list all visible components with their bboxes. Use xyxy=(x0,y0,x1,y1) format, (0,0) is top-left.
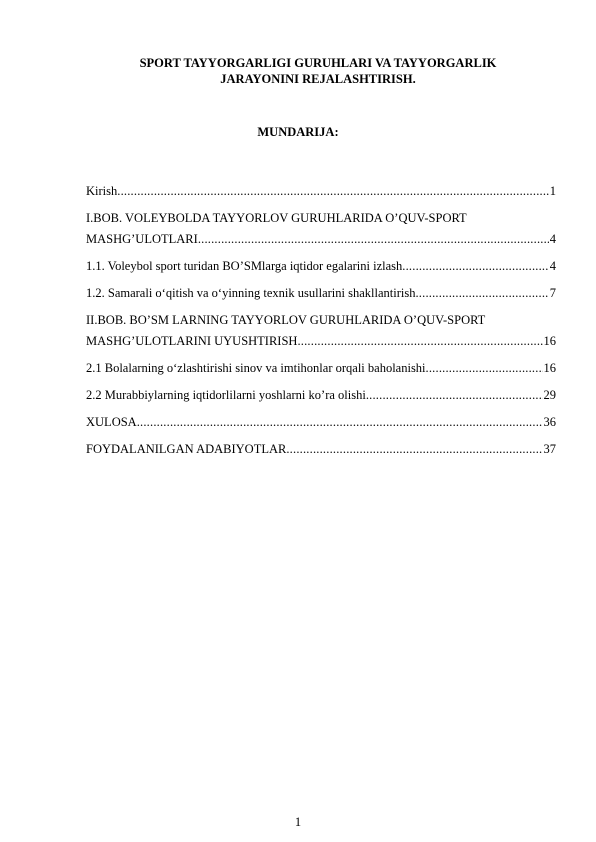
toc-entry-2-1[interactable] xyxy=(86,360,556,377)
toc-page-number: 1 xyxy=(549,184,556,198)
toc-heading: MUNDARIJA: xyxy=(257,125,339,139)
toc-entry-references[interactable] xyxy=(86,441,556,458)
page-number: 1 xyxy=(294,815,302,829)
toc-leader-dots xyxy=(286,441,542,458)
table-of-contents xyxy=(86,183,556,468)
toc-leader-dots xyxy=(198,231,549,248)
toc-entry-text: 1.1. Voleybol sport turidan BO’SMlarga iqtidor egalarini izlash xyxy=(86,259,403,273)
toc-page-number: 37 xyxy=(543,442,556,456)
toc-entry-2-2[interactable] xyxy=(86,387,556,404)
toc-entry-kirish[interactable] xyxy=(86,183,556,200)
toc-leader-dots xyxy=(297,333,542,350)
toc-entry-chapter-2[interactable] xyxy=(86,333,556,350)
toc-page-number: 16 xyxy=(543,334,556,348)
toc-entry-text: 2.1 Bolalarning o‘zlashtirishi sinov va imtihonlar orqali baholanishi xyxy=(86,361,426,375)
title-line-1: SPORT TAYYORGARLIGI GURUHLARI VA TAYYORGARLIK xyxy=(139,56,497,70)
toc-entry-1-2[interactable] xyxy=(86,285,556,302)
title-line-2: JARAYONINI REJALASHTIRISH. xyxy=(220,72,416,86)
toc-entry-text: 2.2 Murabbiylarning iqtidorlilarni yoshlarni ko’ra olishi xyxy=(86,388,366,402)
toc-leader-dots xyxy=(402,258,548,275)
document-title xyxy=(80,55,556,87)
toc-page-number: 4 xyxy=(549,232,556,246)
toc-page-number: 4 xyxy=(549,259,556,273)
toc-entry-text: XULOSA xyxy=(86,415,137,429)
toc-entry-text: MASHG’ULOTLARI xyxy=(86,232,198,246)
toc-entry-text: Kirish xyxy=(86,184,118,198)
toc-leader-dots xyxy=(137,414,543,431)
toc-page-number: 16 xyxy=(543,361,556,375)
toc-page-number: 36 xyxy=(543,415,556,429)
toc-chapter-1-heading[interactable]: I.BOB. VOLEYBOLDA TAYYORLOV GURUHLARIDA O’QUV-SPORT xyxy=(86,211,467,225)
toc-entry-text: MASHG’ULOTLARINI UYUSHTIRISH xyxy=(86,334,298,348)
toc-leader-dots xyxy=(415,285,548,302)
toc-page-number: 29 xyxy=(543,388,556,402)
toc-leader-dots xyxy=(117,183,549,200)
toc-entry-xulosa[interactable] xyxy=(86,414,556,431)
toc-entry-text: 1.2. Samarali o‘qitish va o‘yinning texnik usullarini shakllantirish xyxy=(86,286,416,300)
toc-page-number: 7 xyxy=(549,286,556,300)
toc-leader-dots xyxy=(426,360,543,377)
toc-chapter-2-heading[interactable]: II.BOB. BO’SM LARNING TAYYORLOV GURUHLARIDA O’QUV-SPORT xyxy=(86,313,486,327)
toc-entry-chapter-1[interactable] xyxy=(86,231,556,248)
toc-leader-dots xyxy=(366,387,543,404)
toc-entry-text: FOYDALANILGAN ADABIYOTLAR xyxy=(86,442,287,456)
toc-entry-1-1[interactable] xyxy=(86,258,556,275)
